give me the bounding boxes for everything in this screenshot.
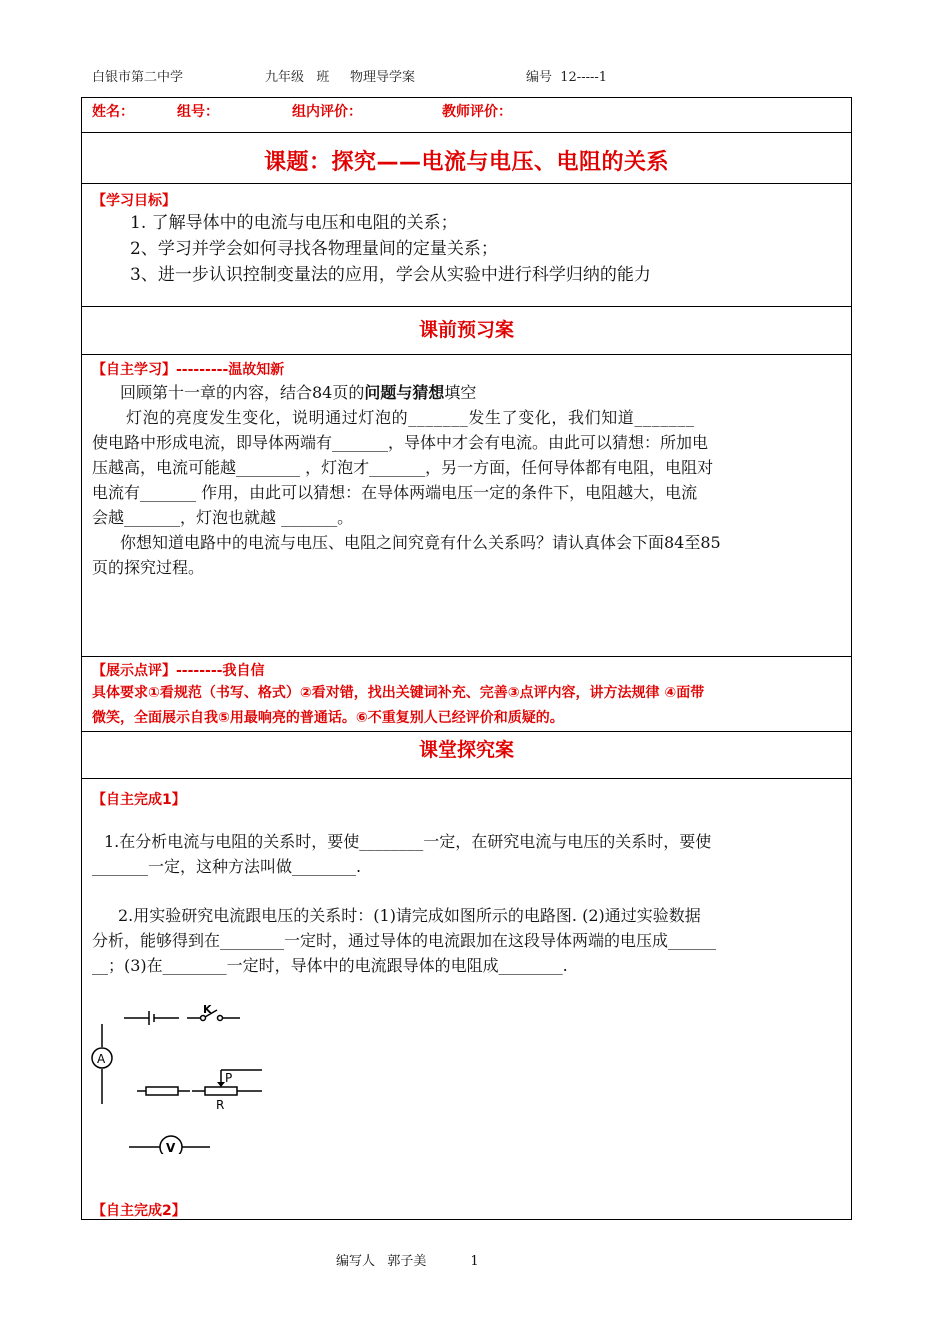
- worksheet-table: [81, 97, 852, 1220]
- grade-subject: 九年级 班 物理导学案: [265, 70, 416, 85]
- objective-item: 3、进一步认识控制变量法的应用，学会从实验中进行科学归纳的能力: [130, 265, 651, 285]
- page-number: 1: [470, 1254, 479, 1269]
- voltmeter-label: V: [166, 1141, 176, 1154]
- name-label: 姓名：: [92, 104, 134, 120]
- group-eval-label: 组内评价：: [292, 104, 362, 120]
- circuit-diagram: [82, 994, 382, 1154]
- intro-text: 回顾第十一章的内容，结合84页的: [120, 383, 365, 402]
- showcase-requirement: 微笑，全面展示自我⑤用最响亮的普通话。⑥不重复别人已经评价和质疑的。: [92, 710, 564, 726]
- review-intro: [120, 380, 476, 405]
- self-study-tag: 【自主学习】---------温故知新: [92, 362, 285, 378]
- explore-heading: 课堂探究案: [418, 739, 514, 761]
- fill-line: 灯泡的亮度发生变化，说明通过灯泡的_______发生了变化，我们知道_______: [126, 408, 695, 427]
- info-row: [82, 98, 851, 133]
- fill-line: 使电路中形成电流，即导体两端有_______，导体中才会有电流。由此可以猜想：所加电: [92, 433, 709, 452]
- school-name: 白银市第二中学: [92, 70, 184, 85]
- footer: [336, 1250, 479, 1269]
- explore-section: [82, 779, 851, 1219]
- objectives-section: [82, 184, 851, 307]
- objectives-tag: 【学习目标】: [92, 193, 176, 209]
- showcase-tag: 【展示点评】--------我自信: [92, 663, 265, 679]
- preview-heading: 课前预习案: [418, 319, 514, 341]
- question-2-line: 分析，能够得到在________一定时，通过导体的电流跟加在这段导体两端的电压成______: [92, 931, 717, 950]
- fill-line: 会越_______，灯泡也就越 _______。: [92, 508, 354, 527]
- preview-section: [82, 355, 851, 657]
- showcase-requirement: 具体要求①看规范（书写、格式）②看对错，找出关键词补充、完善③点评内容，讲方法规律 ④面带: [92, 685, 705, 701]
- intro-text-end: 填空: [444, 383, 477, 402]
- showcase-section: [82, 657, 851, 732]
- group-label: 组号：: [177, 104, 219, 120]
- self-complete-2-tag: 【自主完成2】: [92, 1203, 186, 1219]
- ammeter-label: A: [97, 1052, 106, 1066]
- switch-label: K: [203, 1003, 212, 1016]
- fill-line: 压越高，电流可能越________ ，灯泡才_______，另一方面，任何导体都有电阻，电阻对: [92, 458, 714, 477]
- title-row: [82, 133, 851, 184]
- intro-bold: 问题与猜想: [364, 383, 445, 402]
- page-title: 课题：探究——电流与电压、电阻的关系: [263, 150, 669, 175]
- slider-label: P: [225, 1071, 233, 1085]
- question-2-line: __；(3)在________一定时，导体中的电流跟导体的电阻成________.: [92, 956, 568, 975]
- objective-item: 1. 了解导体中的电流与电压和电阻的关系；: [130, 213, 458, 233]
- explore-heading-row: [82, 732, 851, 779]
- question-1-line: _______一定，这种方法叫做________.: [92, 857, 362, 876]
- fill-line: 电流有_______ 作用，由此可以猜想：在导体两端电压一定的条件下，电阻越大，电流: [92, 483, 698, 502]
- closing-line: 你想知道电路中的电流与电压、电阻之间究竟有什么关系吗？请认真体会下面84至85: [120, 533, 721, 552]
- footer-author: 编写人 郭子美: [336, 1254, 427, 1269]
- rheostat-label: R: [216, 1098, 225, 1112]
- self-complete-1-tag: 【自主完成1】: [92, 792, 186, 808]
- question-1-line: 1.在分析电流与电阻的关系时，要使________一定，在研究电流与电压的关系时，要使: [104, 832, 712, 851]
- doc-number: 编号 12-----1: [526, 70, 608, 85]
- teacher-eval-label: 教师评价：: [442, 104, 512, 120]
- question-2-line: 2.用实验研究电流跟电压的关系时：(1)请完成如图所示的电路图. (2)通过实验数据: [118, 906, 701, 925]
- closing-line: 页的探究过程。: [92, 558, 205, 577]
- objective-item: 2、学习并学会如何寻找各物理量间的定量关系；: [130, 239, 498, 259]
- preview-heading-row: [82, 307, 851, 355]
